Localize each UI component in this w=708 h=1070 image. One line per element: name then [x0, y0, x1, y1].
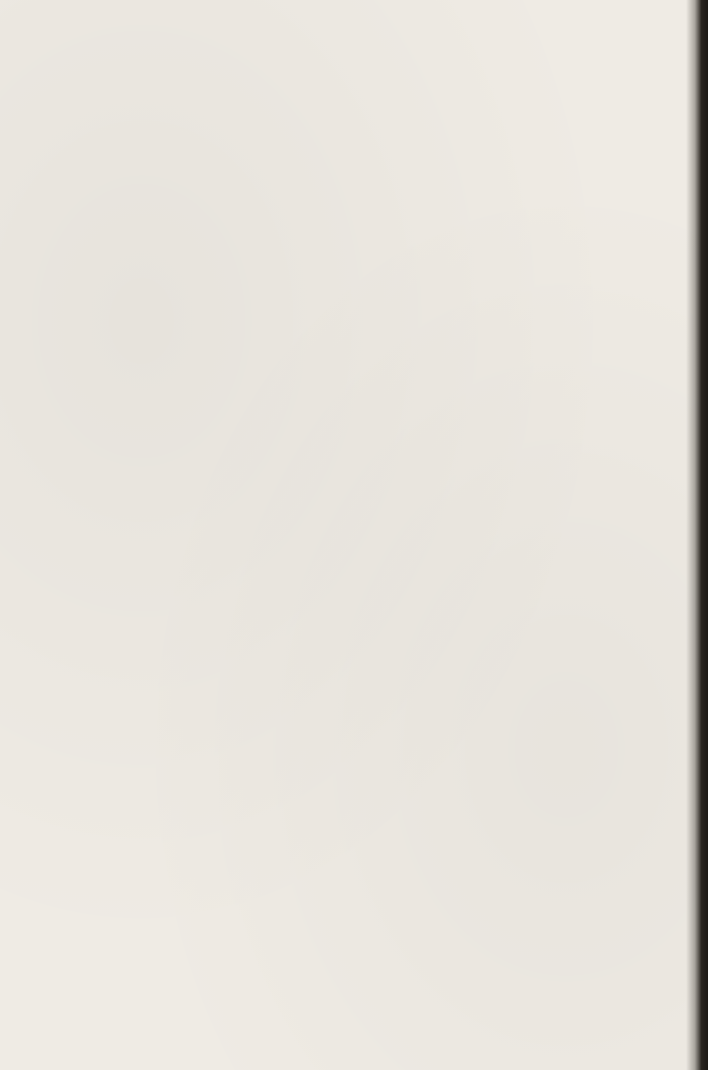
book-spine-shadow: [686, 0, 708, 1070]
